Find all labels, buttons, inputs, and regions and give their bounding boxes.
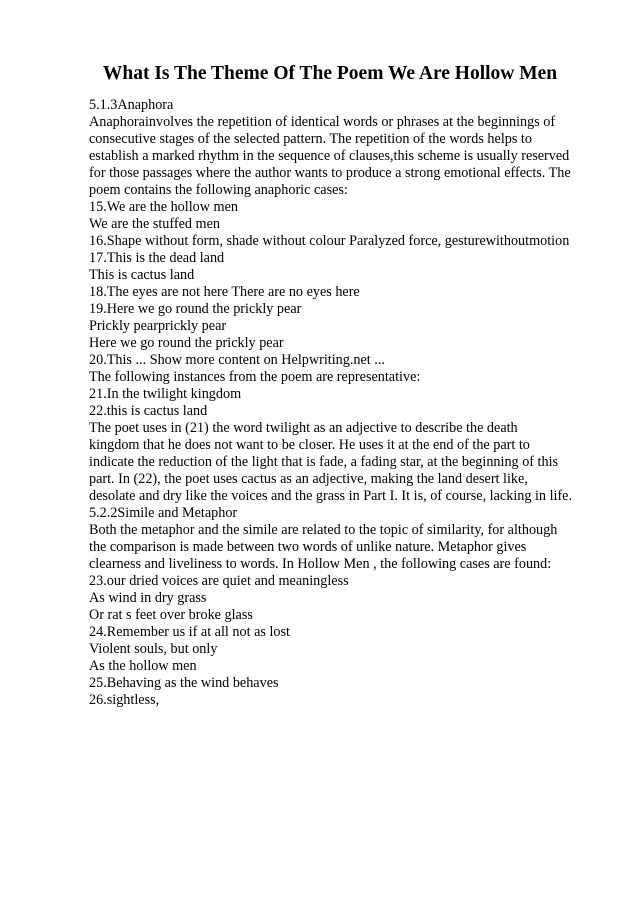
text-line: the comparison is made between two words of unlike nature. Metaphor gives	[89, 539, 527, 555]
text-line: 15.We are the hollow men	[89, 199, 238, 215]
document-title: What Is The Theme Of The Poem We Are Hollow Men	[102, 63, 558, 84]
text-line: for those passages where the author wants to produce a strong emotional effects. The	[89, 165, 571, 181]
text-line: As wind in dry grass	[89, 590, 207, 606]
text-line: The following instances from the poem are representative:	[89, 369, 421, 385]
text-line: desolate and dry like the voices and the grass in Part I. It is, of course, lacking in life.	[89, 488, 573, 504]
text-line: part. In (22), the poet uses cactus as an adjective, making the land desert like,	[89, 471, 528, 487]
text-line: 5.1.3Anaphora	[89, 97, 174, 113]
text-line: 21.In the twilight kingdom	[89, 386, 242, 402]
text-line: 26.sightless,	[89, 692, 160, 708]
text-line: We are the stuffed men	[89, 216, 220, 232]
text-line: clearness and liveliness to words. In Hollow Men , the following cases are found:	[89, 556, 552, 572]
text-line: 20.This ... Show more content on Helpwriting.net ...	[89, 352, 385, 368]
text-line: Or rat s feet over broke glass	[89, 607, 253, 623]
text-line: indicate the reduction of the light that is fade, a fading star, at the beginning of this	[89, 454, 559, 470]
text-line: Here we go round the prickly pear	[89, 335, 284, 351]
text-line: 16.Shape without form, shade without colour Paralyzed force, gesturewithoutmotion	[89, 233, 570, 249]
text-line: consecutive stages of the selected pattern. The repetition of the words helps to	[89, 131, 532, 147]
text-line: poem contains the following anaphoric cases:	[89, 182, 348, 198]
text-line: 19.Here we go round the prickly pear	[89, 301, 302, 317]
text-line: Both the metaphor and the simile are related to the topic of similarity, for although	[89, 522, 558, 538]
text-line: As the hollow men	[89, 658, 197, 674]
text-line: 23.our dried voices are quiet and meaningless	[89, 573, 349, 589]
text-line: Anaphorainvolves the repetition of identical words or phrases at the beginnings of	[89, 114, 556, 130]
text-line: 17.This is the dead land	[89, 250, 225, 266]
text-line: Violent souls, but only	[89, 641, 218, 657]
text-line: The poet uses in (21) the word twilight as an adjective to describe the death	[89, 420, 518, 436]
text-line: 24.Remember us if at all not as lost	[89, 624, 290, 640]
text-line: 25.Behaving as the wind behaves	[89, 675, 279, 691]
text-line: 5.2.2Simile and Metaphor	[89, 505, 238, 521]
document-body	[89, 97, 609, 709]
text-line: This is cactus land	[89, 267, 195, 283]
text-line: establish a marked rhythm in the sequence of clauses,this scheme is usually reserved	[89, 148, 570, 164]
text-line: kingdom that he does not want to be closer. He uses it at the end of the part to	[89, 437, 530, 453]
text-line: 18.The eyes are not here There are no eyes here	[89, 284, 360, 300]
text-line: Prickly pearprickly pear	[89, 318, 227, 334]
text-line: 22.this is cactus land	[89, 403, 208, 419]
